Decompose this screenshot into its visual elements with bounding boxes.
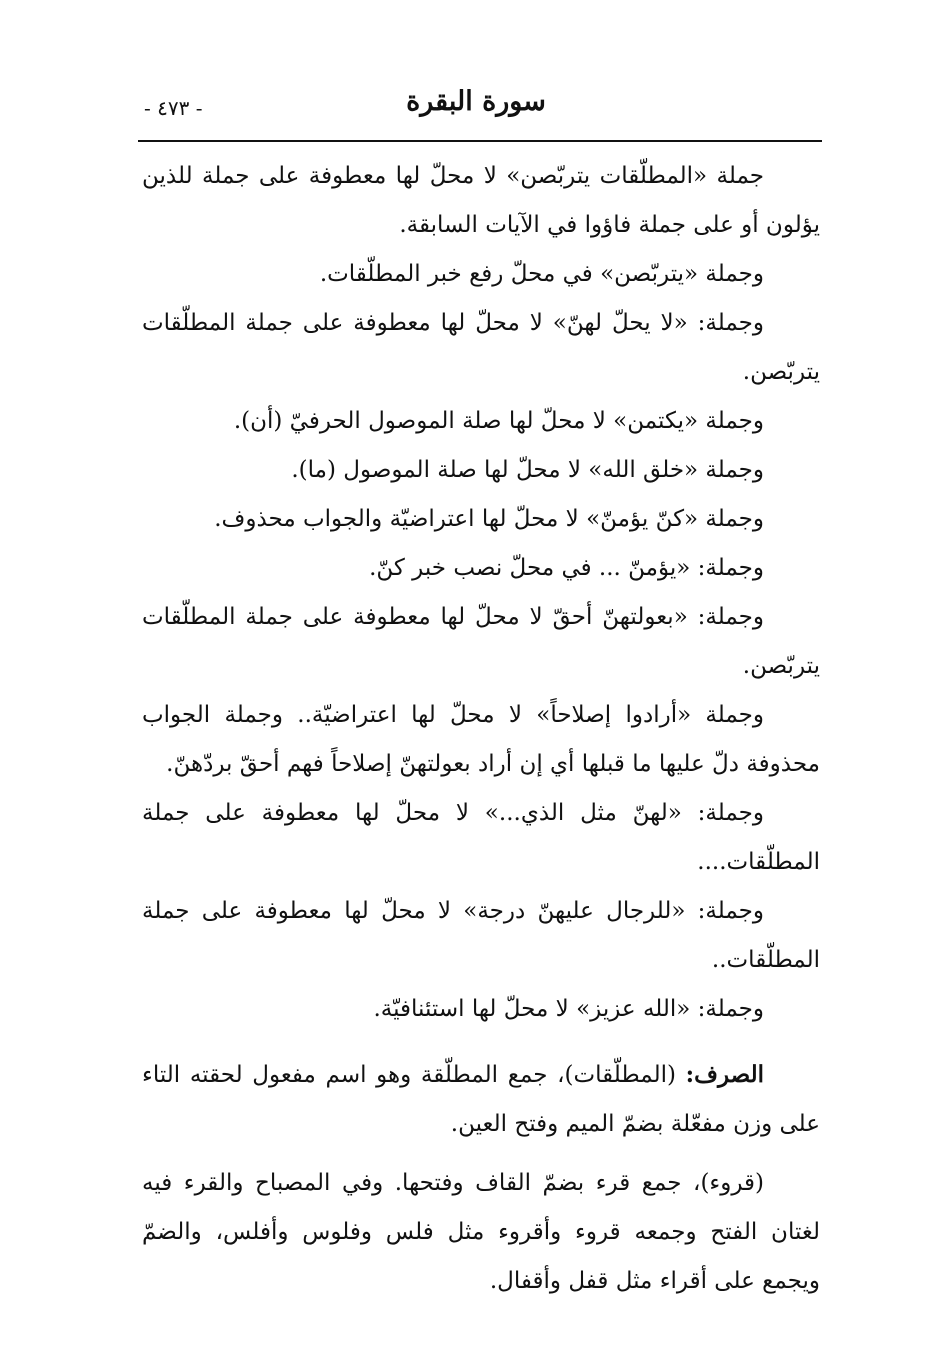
paragraph-4: وجملة «يكتمن» لا محلّ لها صلة الموصول الحرفيّ (أن). bbox=[233, 408, 764, 434]
final-paragraph: (قروء)، جمع قرء بضمّ القاف وفتحها. وفي المصباح والقرء فيه لغتان الفتح وجمعه قروء وأقروء مثل فلس وفلوس وأفلس، والضمّ ويجمع على أقراء مثل قفل وأقفال. bbox=[142, 1170, 820, 1294]
page-body bbox=[142, 152, 820, 1306]
paragraph-11: وجملة: «للرجال عليهنّ درجة» لا محلّ لها معطوفة على جملة المطلّقات.. bbox=[142, 898, 820, 973]
running-header bbox=[132, 86, 820, 130]
paragraph-6: وجملة «كنّ يؤمنّ» لا محلّ لها اعتراضيّة والجواب محذوف. bbox=[214, 506, 764, 532]
sarf-label: الصرف: bbox=[685, 1061, 764, 1088]
paragraph-10: وجملة: «لهنّ مثل الذي...» لا محلّ لها معطوفة على جملة المطلّقات.... bbox=[142, 800, 820, 875]
paragraph-2: وجملة «يتربّصن» في محلّ رفع خبر المطلّقات. bbox=[319, 261, 764, 287]
paragraph-3: وجملة: «لا يحلّ لهنّ» لا محلّ لها معطوفة على جملة المطلّقات يتربّصن. bbox=[142, 310, 820, 385]
header-divider bbox=[138, 140, 822, 142]
paragraph-12: وجملة: «الله عزيز» لا محلّ لها استئنافيّة. bbox=[373, 996, 764, 1022]
paragraph-7: وجملة: «يؤمنّ ... في محلّ نصب خبر كنّ. bbox=[369, 555, 764, 581]
sarf-text: (المطلّقات)، جمع المطلّقة وهو اسم مفعول لحقته التاء على وزن مفعّلة بضمّ الميم وفتح العين. bbox=[142, 1062, 820, 1137]
page-number: - ٤٧٣ - bbox=[144, 96, 203, 120]
paragraph-8: وجملة: «بعولتهنّ أحقّ لا محلّ لها معطوفة على جملة المطلّقات يتربّصن. bbox=[142, 604, 820, 679]
sarf-paragraph bbox=[142, 1050, 820, 1149]
paragraph-1: جملة «المطلّقات يتربّصن» لا محلّ لها معطوفة على جملة للذين يؤلون أو على جملة فاؤوا في الآيات السابقة. bbox=[142, 163, 820, 238]
page-title: سورة البقرة bbox=[406, 86, 546, 117]
paragraph-5: وجملة «خلق الله» لا محلّ لها صلة الموصول (ما). bbox=[291, 457, 764, 483]
paragraph-9: وجملة «أرادوا إصلاحاً» لا محلّ لها اعتراضيّة.. وجملة الجواب محذوفة دلّ عليها ما قبلها أي إن أراد بعولتهنّ إصلاحاً فهم أحقّ بردّهنّ. bbox=[142, 702, 820, 777]
